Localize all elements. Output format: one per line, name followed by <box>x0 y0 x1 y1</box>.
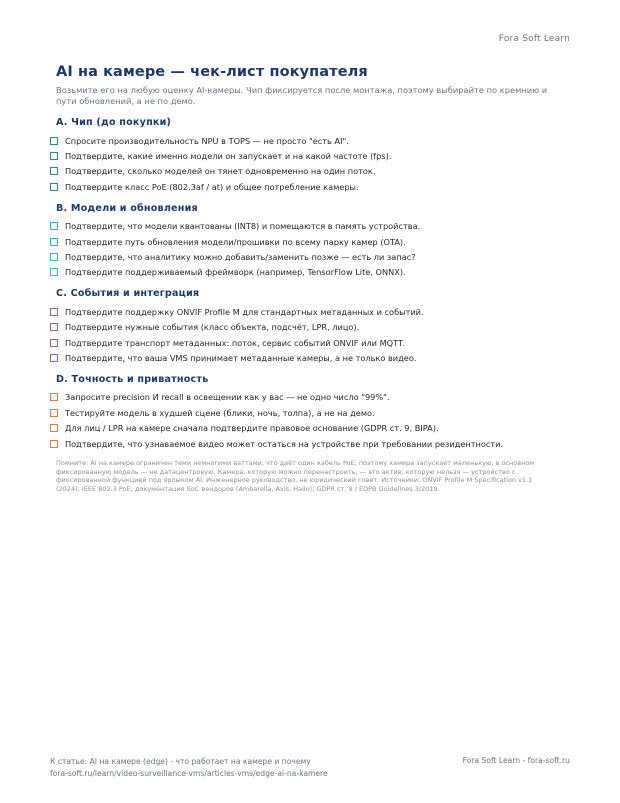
footnote: Помните: AI на камере ограничен теми немногими ваттами, что даёт один кабель PoE, поэтому камера запускает маленькую, в основном фиксированную модель — не датацентровую. Камера, которую можно перенастроить, — это актив; которую нельзя — устройство с фиксированной функцией под ярлыком AI. Инженерное руководство, не юридический совет. Источники: ONVIF Profile M Specification v1.1 (2024); IEEE 802.3 PoE; документация SoC вендоров (Ambarella, Axis, Hailo); GDPR ст. 9 / EDPB Guidelines 3/2019. <box>56 459 535 494</box>
checklist-item <box>50 234 550 249</box>
checklist-item-text: Подтвердите транспорт метаданных: поток, сервис событий ONVIF или MQTT. <box>65 337 405 348</box>
checkbox[interactable] <box>50 323 58 331</box>
checkbox[interactable] <box>50 354 58 362</box>
checklist-item-text: Подтвердите, что аналитику можно добавить/заменить позже — есть ли запас? <box>65 252 416 263</box>
footer-article-link[interactable]: К статье: AI на камере (edge) - что работает на камере и почему <box>50 757 311 766</box>
checklist-item <box>50 320 550 335</box>
checklist-item <box>50 133 550 148</box>
footer-left <box>50 756 328 780</box>
checklist-item-text: Подтвердите путь обновления модели/прошивки по всему парку камер (OTA). <box>65 236 406 247</box>
checkbox[interactable] <box>50 222 58 230</box>
checkbox[interactable] <box>50 238 58 246</box>
checklist-item <box>50 179 550 194</box>
checkbox[interactable] <box>50 424 58 432</box>
page-subtitle: Возьмите его на любую оценку AI-камеры. Чип фиксируется после монтажа, поэтому выбирайте по кремнию и пути обновлений, а не по демо. <box>56 85 548 106</box>
checklist-content <box>56 64 556 494</box>
checkbox[interactable] <box>50 268 58 276</box>
checklist-section <box>56 117 556 195</box>
checkbox[interactable] <box>50 409 58 417</box>
checklist-item <box>50 304 550 319</box>
section-title: B. Модели и обновления <box>56 202 198 214</box>
checklist-item <box>50 148 550 163</box>
checklist-item-text: Спросите производительность NPU в TOPS — не просто "есть AI". <box>65 135 349 146</box>
checklist-item-text: Подтвердите, что узнаваемое видео может остаться на устройстве при требовании резидентности. <box>65 438 504 449</box>
footer-brand: Fora Soft Learn - fora-soft.ru <box>462 756 570 765</box>
checklist-item-text: Подтвердите поддержку ONVIF Profile M для стандартных метаданных и событий. <box>65 306 424 317</box>
checkbox[interactable] <box>50 167 58 175</box>
checklist-item <box>50 164 550 179</box>
checklist-item-text: Подтвердите поддерживаемый фреймворк (например, TensorFlow Lite, ONNX). <box>65 267 406 278</box>
brand-label: Fora Soft Learn <box>498 34 570 44</box>
checkbox[interactable] <box>50 183 58 191</box>
checklist-item-text: Подтвердите класс PoE (802.3af / at) и общее потребление камеры. <box>65 181 359 192</box>
checklist-item <box>50 265 550 280</box>
checklist-item <box>50 390 550 405</box>
section-title: C. События и интеграция <box>56 288 200 300</box>
checkbox[interactable] <box>50 308 58 316</box>
footer-url[interactable]: fora-soft.ru/learn/video-surveillance-vms/articles-vms/edge-ai-na-kamere <box>50 769 328 778</box>
checkbox[interactable] <box>50 152 58 160</box>
section-title: A. Чип (до покупки) <box>56 117 172 128</box>
checklist-item <box>50 335 550 350</box>
checklist-item-text: Для лиц / LPR на камере сначала подтвердите правовое основание (GDPR ст. 9, BIPA). <box>65 423 439 434</box>
checkbox[interactable] <box>50 393 58 401</box>
checklist-item-text: Подтвердите, сколько моделей он тянет одновременно на один поток. <box>65 166 376 177</box>
checkbox[interactable] <box>50 253 58 261</box>
page-title: AI на камере — чек-лист покупателя <box>56 64 368 80</box>
checklist-item <box>50 405 550 420</box>
checklist-item <box>50 420 550 435</box>
section-title: D. Точность и приватность <box>56 373 209 385</box>
checklist-item-text: Подтвердите, что модели квантованы (INT8) и помещаются в память устройства. <box>65 221 421 232</box>
checklist-item-text: Подтвердите, что ваша VMS принимает метаданные камеры, а не только видео. <box>65 352 417 363</box>
checklist-section <box>56 203 556 281</box>
checklist-item <box>50 249 550 264</box>
checklist-item-text: Подтвердите, какие именно модели он запускает и на какой частоте (fps). <box>65 151 392 162</box>
checkbox[interactable] <box>50 137 58 145</box>
checklist-item <box>50 350 550 365</box>
checkbox[interactable] <box>50 339 58 347</box>
checklist-item <box>50 436 550 451</box>
checklist-item-text: Запросите precision И recall в освещении как у вас — не одно число "99%". <box>65 392 390 403</box>
checklist-item-text: Тестируйте модель в худшей сцене (блики, ночь, толпа), а не на демо. <box>65 407 375 418</box>
checklist-section <box>56 374 556 452</box>
checklist-item <box>50 219 550 234</box>
checkbox[interactable] <box>50 440 58 448</box>
checklist-sections <box>56 117 556 451</box>
checklist-section <box>56 288 556 366</box>
checklist-item-text: Подтвердите нужные события (класс объекта, подсчёт, LPR, лицо). <box>65 322 360 333</box>
